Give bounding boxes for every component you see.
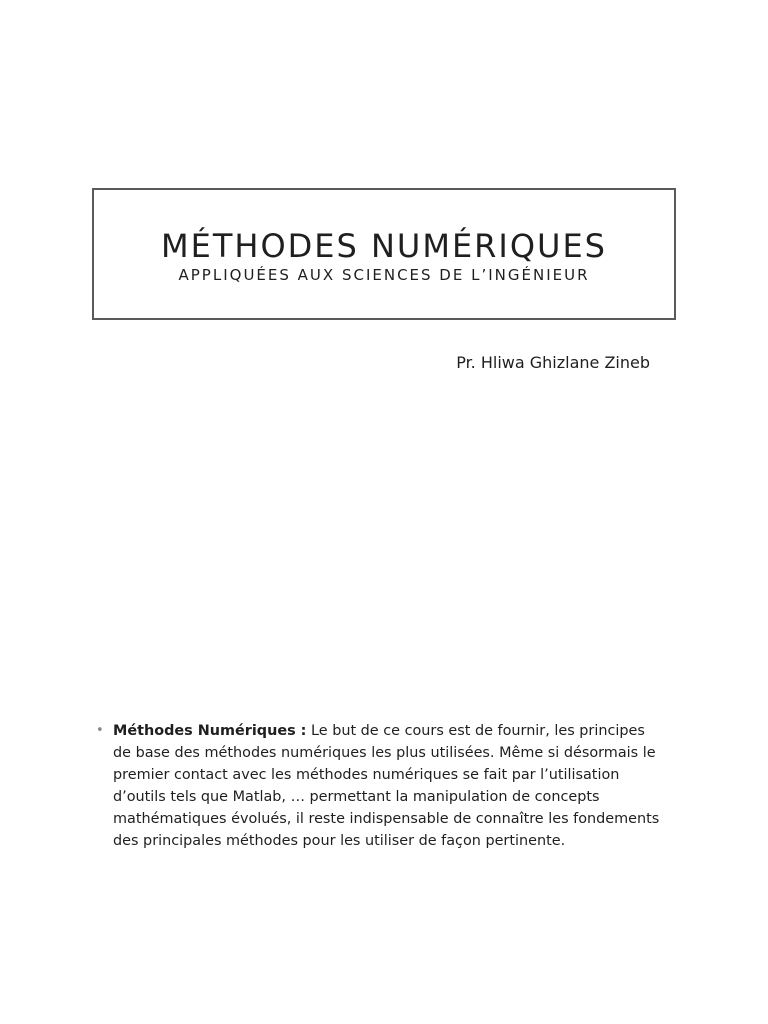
document-subtitle: APPLIQUÉES AUX SCIENCES DE L’INGÉNIEUR: [178, 266, 590, 284]
title-box: [92, 188, 676, 320]
bullet-paragraph: [96, 720, 666, 852]
document-title: MÉTHODES NUMÉRIQUES: [161, 227, 607, 265]
bullet-description: Le but de ce cours est de fournir, les principes de base des méthodes numériques les plus utilisées. Même si désormais le premier contact avec les méthodes numériques se fait par l’utilisation d’outils tels que Matlab, … permettant la manipulation de concepts mathématiques évolués, il reste indispensable de connaître les fondements des principales méthodes pour les utiliser de façon pertinente.: [113, 723, 660, 849]
author-name: Pr. Hliwa Ghizlane Zineb: [456, 353, 650, 372]
bullet-term: Méthodes Numériques :: [113, 723, 307, 739]
bullet-text: [113, 720, 666, 852]
bullet-marker-icon: •: [96, 723, 104, 738]
